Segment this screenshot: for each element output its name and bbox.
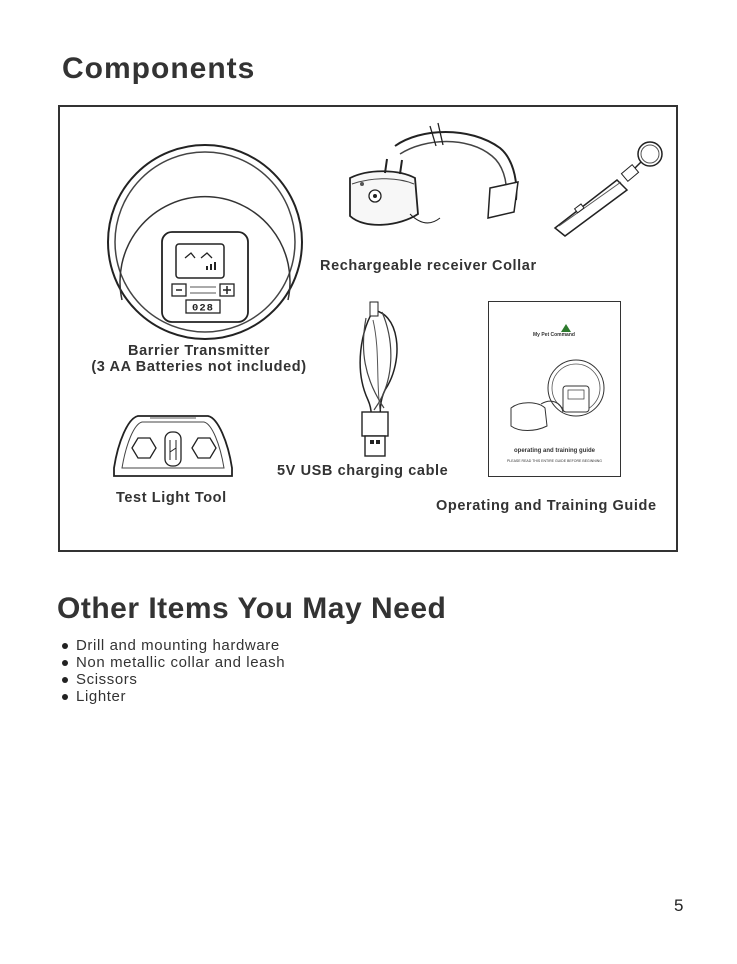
brand-logo-icon — [559, 322, 573, 334]
collar-caption: Rechargeable receiver Collar — [320, 258, 537, 274]
page-number: 5 — [674, 896, 684, 915]
whistle-image — [545, 140, 667, 240]
usb-cable-image — [340, 300, 415, 465]
guide-title: operating and training guide — [514, 448, 595, 454]
other-items-heading: Other Items You May Need — [57, 592, 447, 625]
test-light-tool-image — [110, 412, 236, 482]
list-item: Drill and mounting hardware — [62, 637, 285, 654]
cable-caption: 5V USB charging cable — [277, 463, 449, 479]
guide-brand: My Pet Command — [533, 332, 575, 338]
list-item: Non metallic collar and leash — [62, 654, 285, 671]
guide-booklet-image — [488, 301, 621, 477]
other-items-list — [62, 637, 285, 705]
list-item: Lighter — [62, 688, 285, 705]
list-item: Scissors — [62, 671, 285, 688]
components-heading: Components — [62, 52, 256, 85]
receiver-collar-image — [340, 118, 530, 253]
barrier-transmitter-image — [100, 150, 310, 340]
guide-caption: Operating and Training Guide — [436, 498, 657, 514]
transmitter-display-digits: 028 — [192, 302, 214, 315]
guide-cover-illustration — [501, 350, 616, 445]
transmitter-caption-line1: Barrier Transmitter — [128, 343, 270, 359]
guide-subtitle: PLEASE READ THIS ENTIRE GUIDE BEFORE BEGINNING — [506, 459, 603, 463]
test-tool-caption: Test Light Tool — [116, 490, 227, 506]
transmitter-caption — [86, 343, 312, 375]
transmitter-caption-line2: (3 AA Batteries not included) — [91, 359, 307, 375]
